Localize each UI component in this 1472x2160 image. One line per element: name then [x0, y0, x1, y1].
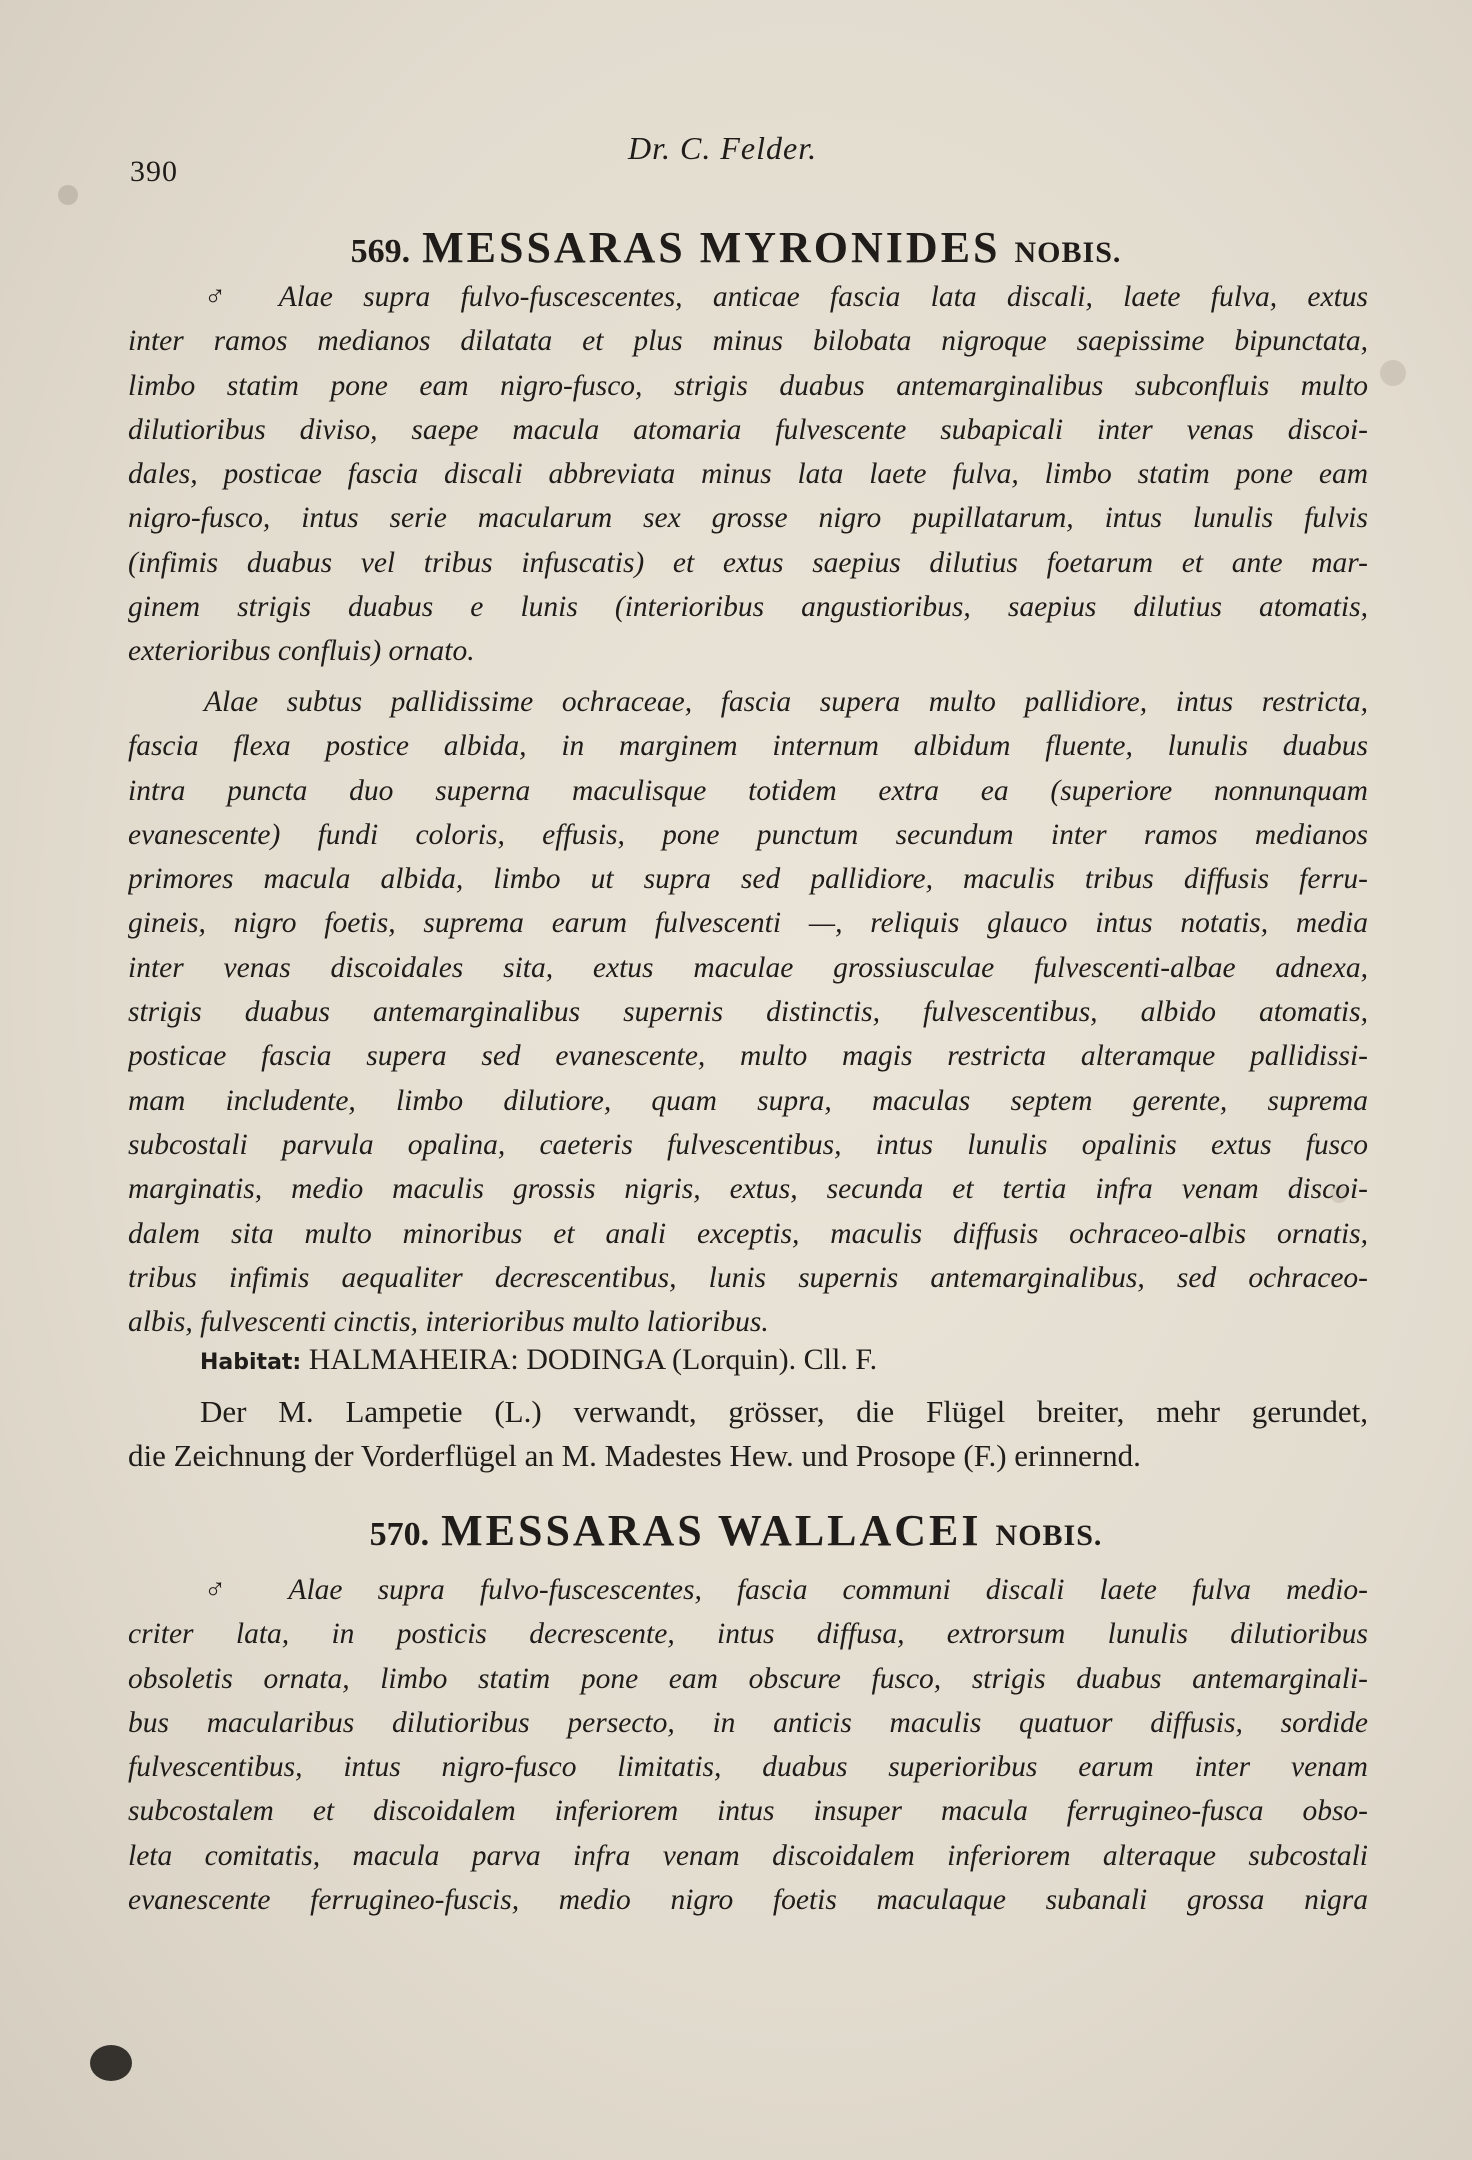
text-line: ♂ Alae supra fulvo-fuscescentes, anticae fascia lata discali, laete fulva, extus	[204, 281, 1368, 313]
species-authority: NOBIS.	[995, 1519, 1103, 1552]
page-number: 390	[130, 155, 178, 188]
paper-stain	[1380, 360, 1406, 386]
text-line: dalem sita multo minoribus et anali exceptis, maculis diffusis ochraceo-albis ornatis,	[128, 1217, 1368, 1250]
text-line: tribus infimis aequaliter decrescentibus, lunis supernis antemarginalibus, sed ochraceo-	[128, 1261, 1368, 1294]
text-line: leta comitatis, macula parva infra venam discoidalem inferiorem alteraque subcostali	[128, 1839, 1368, 1872]
text-line: bus macularibus dilutioribus persecto, in anticis maculis quatuor diffusis, sordide	[128, 1706, 1368, 1739]
text-line: inter ramos medianos dilatata et plus minus bilobata nigroque saepissime bipunctata,	[128, 325, 1368, 358]
text-line: mam includente, limbo dilutiore, quam supra, maculas septem gerente, suprema	[128, 1084, 1368, 1117]
text-line: limbo statim pone eam nigro-fusco, strigis duabus antemarginalibus subconfluis multo	[128, 369, 1368, 402]
species-number: 569.	[350, 233, 411, 270]
text-line: subcostali parvula opalina, caeteris fulvescentibus, intus lunulis opalinis extus fusco	[128, 1128, 1368, 1161]
text-line: subcostalem et discoidalem inferiorem intus insuper macula ferrugineo-fusca obso-	[128, 1795, 1368, 1828]
text-line: ♂ Alae supra fulvo-fuscescentes, fascia communi discali laete fulva medio-	[204, 1574, 1368, 1606]
latin-description-upperside	[128, 1568, 1368, 1922]
species-heading	[0, 222, 1472, 273]
running-head: Dr. C. Felder.	[628, 130, 818, 166]
german-remarks	[128, 1390, 1368, 1478]
text-line: intra puncta duo superna maculisque totidem extra ea (superiore nonnunquam	[128, 774, 1368, 807]
text-line: albis, fulvescenti cinctis, interioribus multo latioribus.	[128, 1306, 769, 1339]
text-line: primores macula albida, limbo ut supra sed pallidiore, maculis tribus diffusis ferru-	[128, 863, 1368, 896]
text-line: obsoletis ornata, limbo statim pone eam obscure fusco, strigis duabus antemarginali-	[128, 1662, 1368, 1695]
paper-stain	[90, 2045, 132, 2081]
text-line: ginem strigis duabus e lunis (interioribus angustioribus, saepius dilutius atomatis,	[128, 591, 1368, 624]
latin-description-upperside	[128, 275, 1368, 674]
text-line: gineis, nigro foetis, suprema earum fulvescenti —, reliquis glauco intus notatis, media	[128, 907, 1368, 940]
text-line: evanescente) fundi coloris, effusis, pone punctum secundum inter ramos medianos	[128, 818, 1368, 851]
text-line: evanescente ferrugineo-fuscis, medio nigro foetis maculaque subanali grossa nigra	[128, 1884, 1368, 1917]
text-line: fascia flexa postice albida, in marginem internum albidum fluente, lunulis duabus	[128, 730, 1368, 763]
text-line: die Zeichnung der Vorderflügel an M. Madestes Hew. und Prosope (F.) erinnernd.	[128, 1438, 1141, 1473]
species-name: MESSARAS MYRONIDES	[422, 223, 1001, 272]
paper-stain	[58, 185, 78, 205]
habitat-line	[200, 1343, 877, 1377]
text-line: (infimis duabus vel tribus infuscatis) et extus saepius dilutius foetarum et ante mar-	[128, 546, 1368, 579]
habitat-text: HALMAHEIRA: DODINGA (Lorquin). Cll. F.	[308, 1343, 878, 1376]
text-line: exterioribus confluis) ornato.	[128, 635, 475, 668]
text-line: Der M. Lampetie (L.) verwandt, grösser, die Flügel breiter, mehr gerundet,	[200, 1394, 1368, 1429]
species-number: 570.	[369, 1516, 430, 1553]
text-line: nigro-fusco, intus serie macularum sex grosse nigro pupillatarum, intus lunulis fulvis	[128, 502, 1368, 535]
text-line: Alae subtus pallidissime ochraceae, fascia supera multo pallidiore, intus restricta,	[204, 686, 1368, 718]
species-authority: NOBIS.	[1014, 236, 1122, 269]
habitat-label: Habitat:	[200, 1350, 302, 1375]
text-line: criter lata, in posticis decrescente, intus diffusa, extrorsum lunulis dilutioribus	[128, 1618, 1368, 1651]
species-name: MESSARAS WALLACEI	[441, 1506, 982, 1555]
latin-description-underside	[128, 680, 1368, 1344]
text-line: inter venas discoidales sita, extus maculae grossiusculae fulvescenti-albae adnexa,	[128, 951, 1368, 984]
species-heading	[0, 1505, 1472, 1556]
text-line: strigis duabus antemarginalibus supernis distinctis, fulvescentibus, albido atomatis,	[128, 996, 1368, 1029]
text-line: posticae fascia supera sed evanescente, multo magis restricta alteramque pallidissi-	[128, 1040, 1368, 1073]
text-line: dales, posticae fascia discali abbreviata minus lata laete fulva, limbo statim pone eam	[128, 458, 1368, 491]
text-line: fulvescentibus, intus nigro-fusco limitatis, duabus superioribus earum inter venam	[128, 1751, 1368, 1784]
text-line: marginatis, medio maculis grossis nigris, extus, secunda et tertia infra venam discoi-	[128, 1173, 1368, 1206]
text-line: dilutioribus diviso, saepe macula atomaria fulvescente subapicali inter venas discoi-	[128, 413, 1368, 446]
